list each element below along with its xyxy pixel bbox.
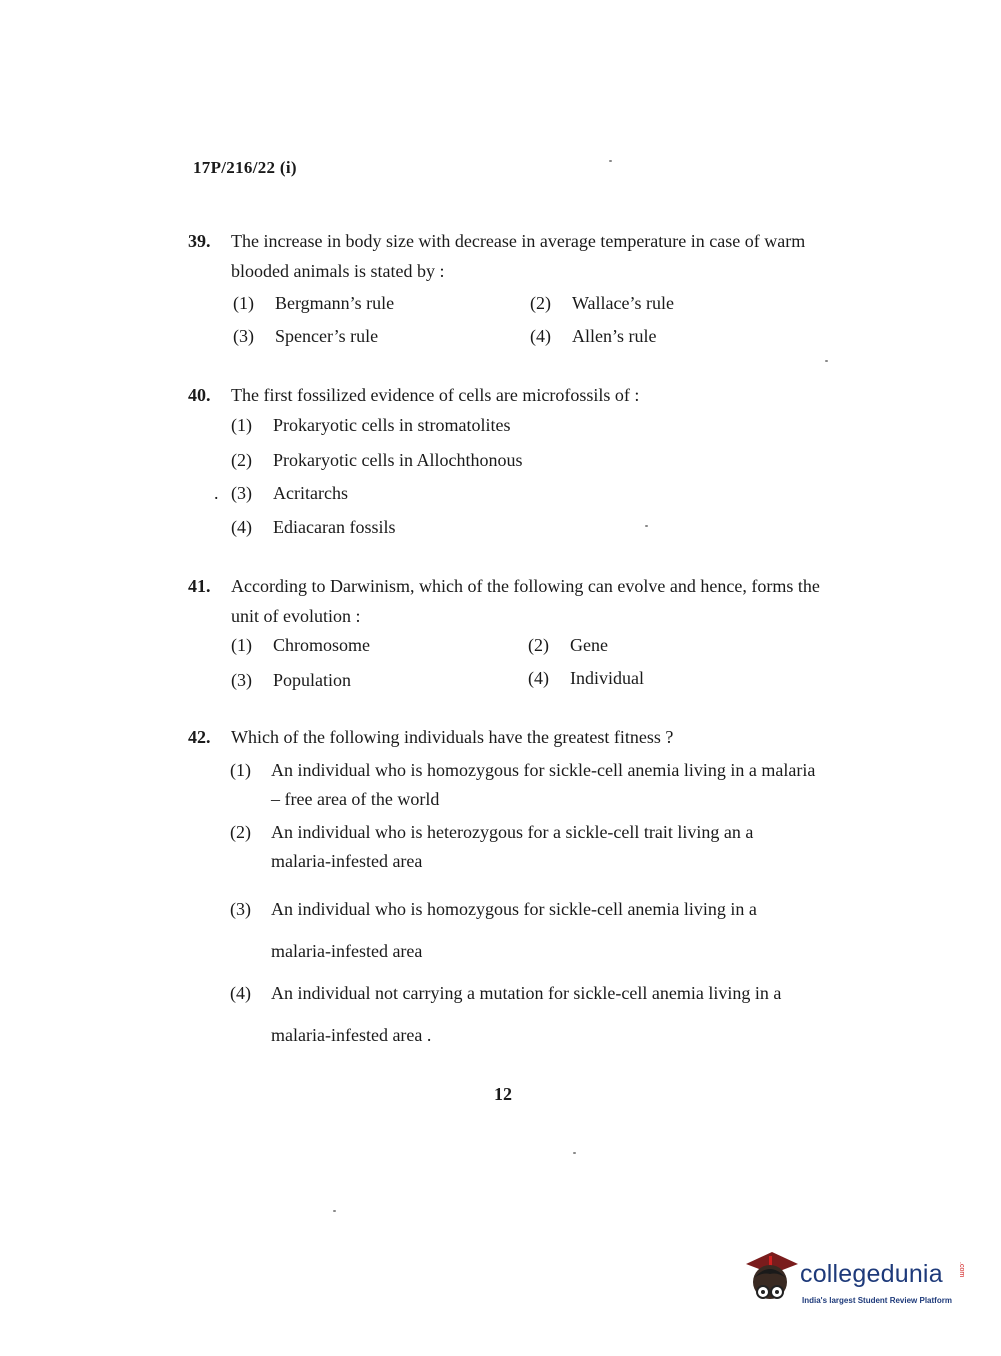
option-39-2: (2) Wallace’s rule: [530, 293, 674, 313]
scan-speck: [609, 160, 612, 162]
option-39-4: (4) Allen’s rule: [530, 326, 657, 346]
brand-tagline: India's largest Student Review Platform: [802, 1296, 952, 1305]
scan-speck: [573, 1152, 576, 1154]
option-39-3: (3) Spencer’s rule: [233, 326, 379, 346]
option-42-1: (1) An individual who is homozygous for sickle-cell anemia living in a malaria – free area of the world: [230, 760, 816, 809]
option-39-1: (1) Bergmann’s rule: [233, 293, 395, 313]
paper-code: 17P/216/22 (i): [193, 158, 297, 177]
brand-suffix: .com: [958, 1262, 965, 1278]
collegedunia-watermark: [742, 1246, 972, 1316]
option-40-1: (1) Prokaryotic cells in stromatolites: [231, 415, 511, 435]
scan-speck: [645, 525, 648, 527]
question-40: [188, 380, 828, 410]
option-42-3: (3) An individual who is homozygous for sickle-cell anemia living in a malaria-infested area: [230, 899, 757, 961]
option-41-1: (1) Chromosome: [231, 635, 370, 655]
question-stem: Which of the following individuals have the greatest fitness ?: [231, 727, 674, 747]
stray-mark: .: [214, 483, 219, 503]
question-41: [188, 571, 828, 631]
scan-speck: [333, 1210, 336, 1212]
option-42-2: (2) An individual who is heterozygous for a sickle-cell trait living an a malaria-infested area: [230, 822, 754, 871]
question-number: 39.: [188, 231, 211, 251]
brand-name: collegedunia: [800, 1260, 943, 1288]
question-42: [188, 722, 828, 752]
option-41-4: (4) Individual: [528, 668, 644, 688]
option-40-2: (2) Prokaryotic cells in Allochthonous: [231, 450, 523, 470]
question-number: 42.: [188, 727, 211, 747]
option-41-2: (2) Gene: [528, 635, 608, 655]
question-number: 41.: [188, 576, 211, 596]
option-42-4: (4) An individual not carrying a mutation for sickle-cell anemia living in a malaria-infested area .: [230, 983, 782, 1045]
option-40-3: (3) Acritarchs: [231, 483, 348, 503]
question-stem: The increase in body size with decrease in average temperature in case of warm blooded animals is stated by :: [231, 231, 806, 281]
question-stem: The first fossilized evidence of cells are microfossils of :: [231, 385, 640, 405]
option-40-4: (4) Ediacaran fossils: [231, 517, 396, 537]
page-number: 12: [494, 1084, 512, 1104]
scan-speck: [825, 360, 828, 362]
question-39: [188, 226, 828, 286]
question-number: 40.: [188, 385, 211, 405]
mascot-icon: [742, 1248, 800, 1312]
option-41-3: (3) Population: [231, 670, 352, 690]
question-stem: According to Darwinism, which of the following can evolve and hence, forms the unit of evolution :: [231, 576, 820, 626]
